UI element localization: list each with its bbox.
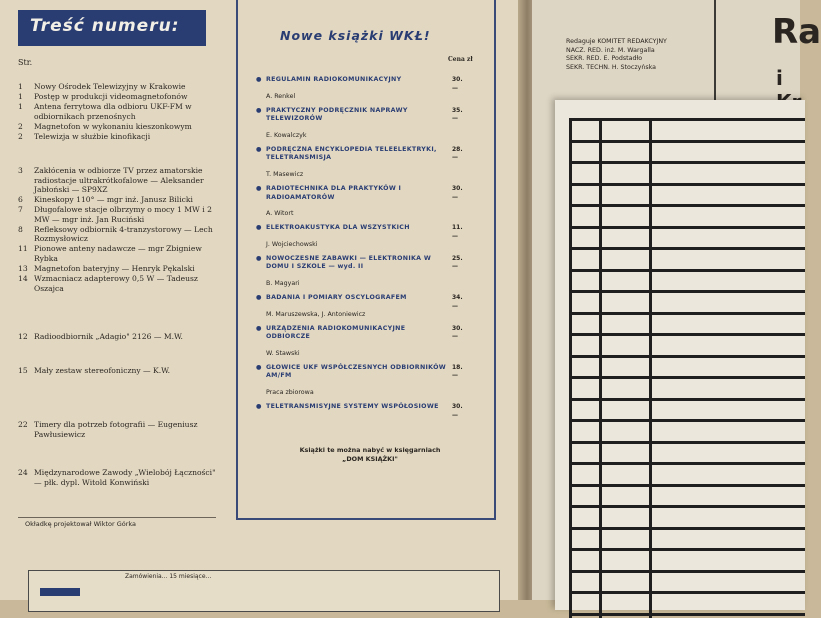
bullet-icon: ● (256, 106, 262, 114)
toc-item-page: 2 (18, 121, 23, 131)
book-price: 30.— (452, 185, 463, 201)
toc-item-title: Pionowe anteny nadawcze — mgr Zbigniew Rybka (34, 244, 202, 263)
toc-item-page: 22 (18, 420, 28, 429)
grid-row-line (569, 118, 805, 121)
toc-item-page: 1 (18, 102, 23, 111)
grid-row-line (569, 247, 805, 250)
grid-row-line (569, 376, 805, 379)
grid-row-line (569, 183, 805, 186)
toc-item-title: Antena ferrytowa dla odbioru UKF-FM w odbiornikach przenośnych (34, 102, 192, 121)
toc-item-title: Kineskopy 110° — mgr inż. Janusz Bilicki (34, 195, 193, 205)
toc-divider (18, 517, 216, 518)
bullet-icon: ● (256, 185, 262, 192)
grid-row-line (569, 333, 805, 336)
book-author: T. Masewicz (266, 171, 304, 178)
books-availability-note: Książki te można nabyć w księgarniach „DOM KSIĄŻKI" (299, 446, 441, 463)
grid-row-line (569, 570, 805, 573)
toc-item-title: Zakłócenia w odbiorze TV przez amatorskie radiostacje ultrakrótkofalowe — Aleksander Jabłoński — SP9XZ (34, 166, 204, 195)
toc-item-page: 13 (18, 264, 28, 273)
bullet-icon: ● (256, 145, 262, 153)
bullet-icon: ● (256, 76, 262, 83)
new-books-box (236, 0, 496, 520)
grid-row-line (569, 613, 805, 616)
book-price: 28.— (452, 145, 463, 162)
book-title: URZĄDZENIA RADIOKOMUNIKACYJNE ODBIORCZE (266, 324, 406, 341)
toc-item-title: Telewizja w służbie kinofikacji (34, 131, 151, 141)
book-title: RADIOTECHNIKA DLA PRAKTYKÓW I RADIOAMATORÓW (266, 185, 402, 201)
book-title: TELETRANSMISYJNE SYSTEMY WSPÓŁOSIOWE (266, 403, 439, 410)
book-title: BADANIA I POMIARY OSCYLOGRAFEM (266, 294, 407, 301)
toc-item-page: 7 (18, 205, 23, 215)
grid-row-line (569, 462, 805, 465)
toc-item-page: 6 (18, 195, 23, 205)
toc-item-page: 24 (18, 468, 28, 477)
masthead-subtitle: i (776, 66, 783, 90)
toc-item-title: Mały zestaw stereofoniczny — K.W. (34, 366, 171, 375)
toc-item-title: Magnetofon w wykonaniu kieszonkowym (34, 121, 192, 131)
toc-item-title: Wzmacniacz adapterowy 0,5 W — Tadeusz Oszajca (34, 274, 198, 293)
book-author: J. Wojciechowski (266, 240, 318, 248)
toc-item-title: Magnetofon bateryjny — Henryk Pękalski (34, 264, 195, 273)
editorial-line: SEKR. TECHN. H. Stoczyńska (566, 63, 657, 71)
book-author: B. Magyari (266, 280, 300, 287)
bullet-icon: ● (256, 324, 262, 332)
book-author: M. Maruszewska, J. Antoniewicz (266, 310, 366, 318)
grid-column-line (649, 118, 652, 618)
book-price: 30.— (452, 403, 463, 419)
page-column-label: Str. (18, 58, 33, 67)
book-title: REGULAMIN RADIOKOMUNIKACYJNY (266, 76, 402, 83)
toc-item-title: Refleksowy odbiornik 4-tranzystorowy — Lech Rozmysłowicz (34, 224, 213, 244)
book-author: E. Kowalczyk (266, 131, 307, 139)
toc-item-title: Nowy Ośrodek Telewizyjny w Krakowie (34, 82, 186, 91)
editorial-line: Redaguje KOMITET REDAKCYJNY (566, 38, 667, 45)
bullet-icon: ● (256, 294, 262, 301)
book-author: A. Renkel (266, 92, 296, 100)
publisher-logo (40, 588, 80, 596)
price-header: Cena zł (448, 56, 473, 63)
grid-row-line (569, 441, 805, 444)
grid-row-line (569, 398, 805, 401)
new-books-title: Nowe książki WKŁ! (280, 28, 431, 43)
masthead-divider (714, 0, 716, 100)
toc-item-page: 11 (18, 244, 28, 254)
grid-row-line (569, 290, 805, 293)
toc-item-page: 1 (18, 82, 23, 91)
grid-row-line (569, 161, 805, 164)
book-author: W. Stawski (266, 349, 300, 357)
grid-row-line (569, 548, 805, 551)
editorial-board (566, 38, 667, 72)
toc-title: Treść numeru: (30, 16, 180, 36)
book-title: GŁOWICE UKF WSPÓŁCZESNYCH ODBIORNIKÓW AM/FM (266, 363, 446, 380)
toc-item-page: 1 (18, 92, 23, 101)
book-price: 18.— (452, 363, 463, 380)
bottom-note: Zamówienia... 15 miesiące... (125, 573, 212, 580)
book-price: 30.— (452, 76, 463, 92)
grid-row-line (569, 484, 805, 487)
grid-row-line (569, 505, 805, 508)
grid-row-line (569, 226, 805, 229)
editorial-line: SEKR. RED. E. Podstadło (566, 55, 643, 63)
book-price: 34.— (452, 294, 463, 310)
book-price: 35.— (452, 106, 463, 123)
book-title: NOWOCZESNE ZABAWKI — ELEKTRONIKA W DOMU I SZKOLE — wyd. II (266, 254, 432, 271)
grid-row-line (569, 140, 805, 143)
grid-column-line (599, 118, 602, 618)
toc-item-title: Timery dla potrzeb fotografii — Eugeniusz Pawłusiewicz (34, 420, 198, 439)
editorial-line: NACZ. RED. inż. M. Wargalla (566, 46, 655, 54)
grid-row-line (569, 591, 805, 594)
book-title: PODRĘCZNA ENCYKLOPEDIA TELEELEKTRYKI, TELETRANSMISJA (266, 145, 437, 162)
toc-item-title: Międzynarodowe Zawody „Wielobój Łączności" — płk. dypl. Witold Konwiński (34, 468, 216, 487)
book-price: 25.— (452, 254, 463, 271)
grid-row-line (569, 527, 805, 530)
toc-item-page: 2 (18, 131, 23, 141)
toc-item-page: 15 (18, 366, 28, 375)
toc-item-title: Długofalowe stacje olbrzymy o mocy 1 MW i 2 MW — mgr inż. Jan Ruciński (34, 205, 212, 224)
toc-item-page: 8 (18, 224, 23, 234)
grid-row-line (569, 312, 805, 315)
toc-banner (18, 10, 206, 46)
toc-item-title: Radioodbiornik „Adagio" 2126 — M.W. (34, 332, 183, 341)
cover-credit: Okładkę projektował Wiktor Górka (25, 520, 137, 528)
toc-item-page: 3 (18, 166, 23, 175)
grid-row-line (569, 419, 805, 422)
book-title: ELEKTROAKUSTYKA DLA WSZYSTKICH (266, 224, 410, 232)
bullet-icon: ● (256, 403, 262, 410)
bullet-icon: ● (256, 254, 262, 262)
grid-form-sheet (555, 100, 805, 610)
grid-row-line (569, 355, 805, 358)
grid-row-line (569, 204, 805, 207)
book-author: A. Witort (266, 210, 294, 218)
toc-item-page: 12 (18, 332, 28, 341)
grid-column-line (569, 118, 572, 618)
toc-item-title: Postęp w produkcji videomagnetofonów (34, 92, 188, 101)
grid-row-line (569, 269, 805, 272)
bullet-icon: ● (256, 224, 262, 232)
book-author: Praca zbiorowa (266, 389, 314, 396)
book-price: 30.— (452, 324, 463, 341)
book-price: 11.— (452, 224, 463, 240)
book-title: PRAKTYCZNY PODRĘCZNIK NAPRAWY TELEWIZORÓW (266, 106, 408, 123)
toc-item-page: 14 (18, 274, 28, 283)
masthead-title: Ra (772, 12, 821, 52)
bullet-icon: ● (256, 363, 262, 371)
